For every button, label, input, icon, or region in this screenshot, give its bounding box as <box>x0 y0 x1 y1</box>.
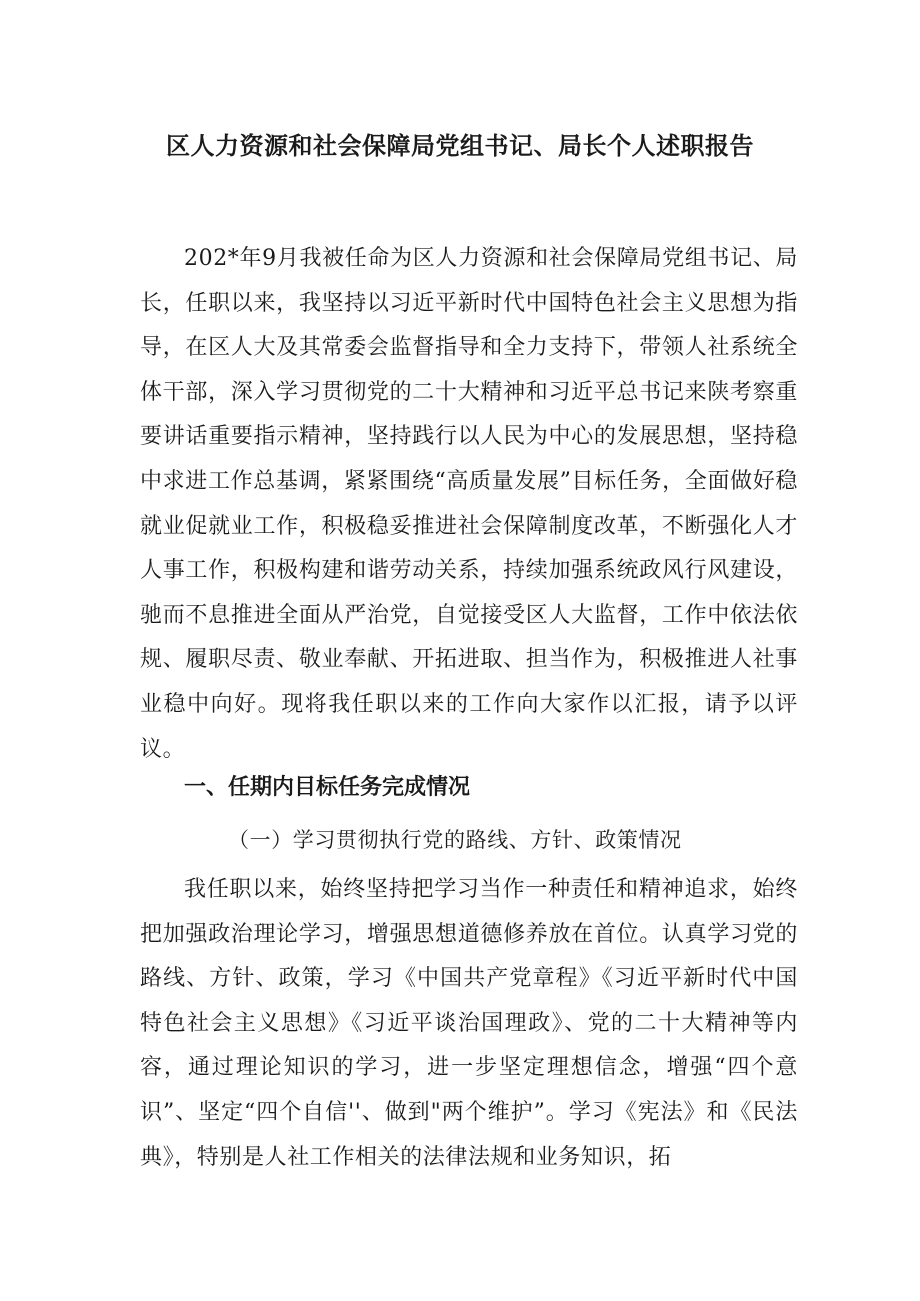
intro-paragraph: 202*年9月我被任命为区人力资源和社会保障局党组书记、局长，任职以来，我坚持以习近平新时代中国特色社会主义思想为指导，在区人大及其常委会监督指导和全力支持下，带领人社系统全体干部，深入学习贯彻党的二十大精神和习近平总书记来陕考察重要讲话重要指示精神，坚持践行以人民为中心的发展思想，坚持稳中求进工作总基调，紧紧围绕“高质量发展”目标任务，全面做好稳就业促就业工作，积极稳妥推进社会保障制度改革，不断强化人才人事工作，积极构建和谐劳动关系，持续加强系统政风行风建设，驰而不息推进全面从严治党，自觉接受区人大监督，工作中依法依规、履职尽责、敬业奉献、开拓进取、担当作为，积极推进人社事业稳中向好。现将我任职以来的工作向大家作以汇报，请予以评议。 <box>140 246 798 762</box>
study-paragraph: 我任职以来，始终坚持把学习当作一种责任和精神追求，始终把加强政治理论学习，增强思想道德修养放在首位。认真学习党的路线、方针、政策，学习《中国共产党章程》《习近平新时代中国特色社会主义思想》《习近平谈治国理政》、党的二十大精神等内容，通过理论知识的学习，进一步坚定理想信念，增强“四个意识”、坚定“四个自信''、做到"两个维护”。学习《宪法》和《民法典》，特别是人社工作相关的法律法规和业务知识，拓 <box>140 877 798 1170</box>
section-heading: 一、任期内目标任务完成情况 <box>184 775 471 800</box>
document-title: 区人力资源和社会保障局党组书记、局长个人述职报告 <box>166 132 754 160</box>
subsection-heading: （一）学习贯彻执行党的路线、方针、政策情况 <box>228 828 682 852</box>
